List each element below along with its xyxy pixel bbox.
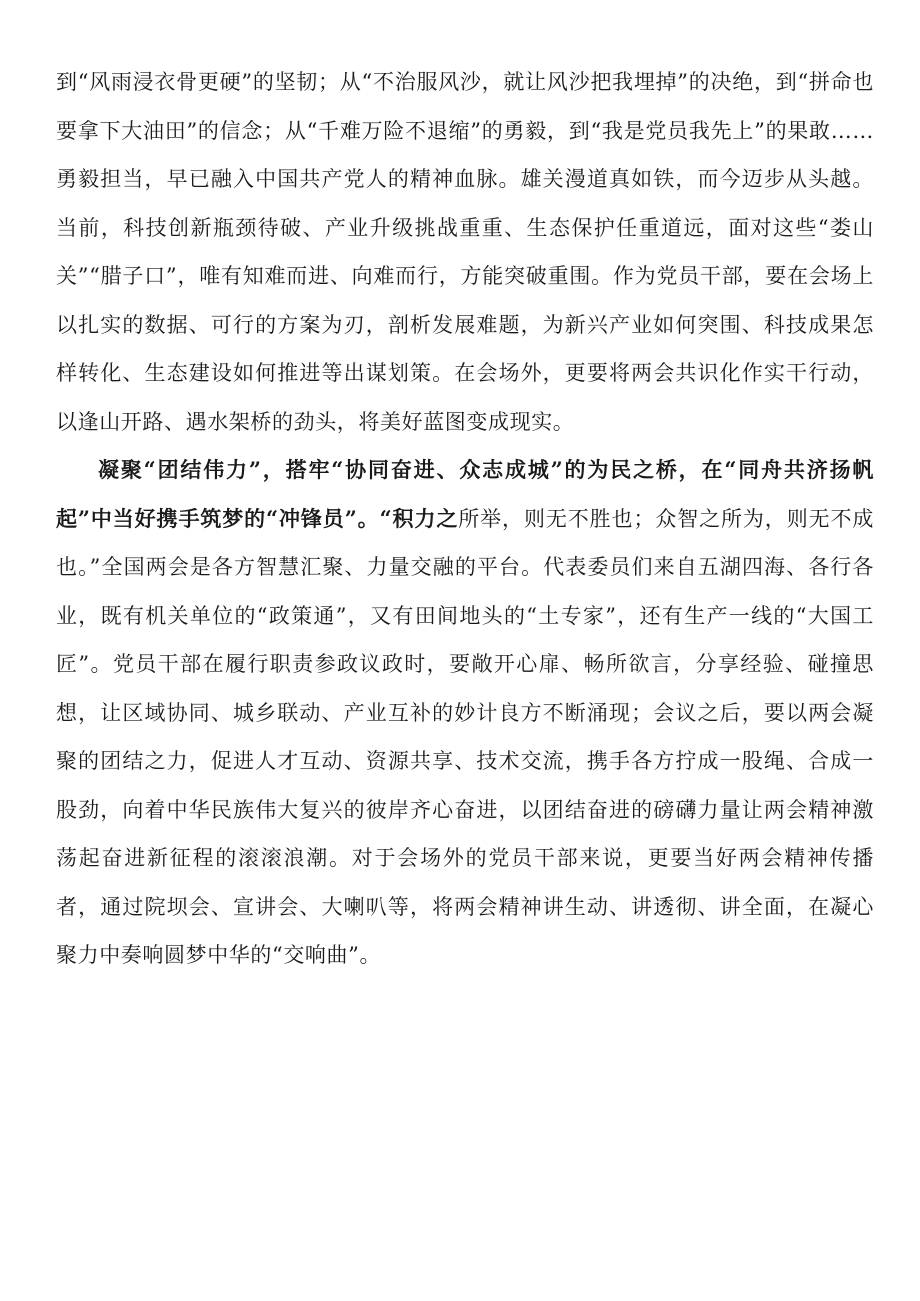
paragraph-2-body: 所举，则无不胜也；众智之所为，则无不成也。”全国两会是各方智慧汇聚、力量交融的平台。代表委员们来自五湖四海、各行各业，既有机关单位的“政策通”，又有田间地头的“土专家”，还有生产一线的“大国工匠”。党员干部在履行职责参政议政时，要敞开心扉、畅所欲言，分享经验、碰撞思想，让区域协同、城乡联动、产业互补的妙计良方不断涌现；会议之后，要以两会凝聚的团结之力，促进人才互动、资源共享、技术交流，携手各方拧成一股绳、合成一股劲，向着中华民族伟大复兴的彼岸齐心奋进，以团结奋进的磅礴力量让两会精神激荡起奋进新征程的滚滚浪潮。对于会场外的党员干部来说，更要当好两会精神传播者，通过院坝会、宣讲会、大喇叭等，将两会精神讲生动、讲透彻、讲全面，在凝心聚力中奏响圆梦中华的“交响曲”。	[56, 506, 874, 967]
paragraph-2	[56, 446, 874, 980]
paragraph-1: 到“风雨浸衣骨更硬”的坚韧；从“不治服风沙，就让风沙把我埋掉”的决绝，到“拼命也要拿下大油田”的信念；从“千难万险不退缩”的勇毅，到“我是党员我先上”的果敢……勇毅担当，早已融入中国共产党人的精神血脉。雄关漫道真如铁，而今迈步从头越。当前，科技创新瓶颈待破、产业升级挑战重重、生态保护任重道远，面对这些“娄山关”“腊子口”，唯有知难而进、向难而行，方能突破重围。作为党员干部，要在会场上以扎实的数据、可行的方案为刃，剖析发展难题，为新兴产业如何突围、科技成果怎样转化、生态建设如何推进等出谋划策。在会场外，更要将两会共识化作实干行动，以逢山开路、遇水架桥的劲头，将美好蓝图变成现实。	[56, 70, 874, 434]
paragraph-2-heading: 凝聚“团结伟力”，搭牢“协同奋进、众志成城”的为民之桥，在“同舟共济扬帆起”中当好携手筑梦的“冲锋员”。“积力之	[56, 457, 874, 531]
document-page	[56, 58, 874, 980]
